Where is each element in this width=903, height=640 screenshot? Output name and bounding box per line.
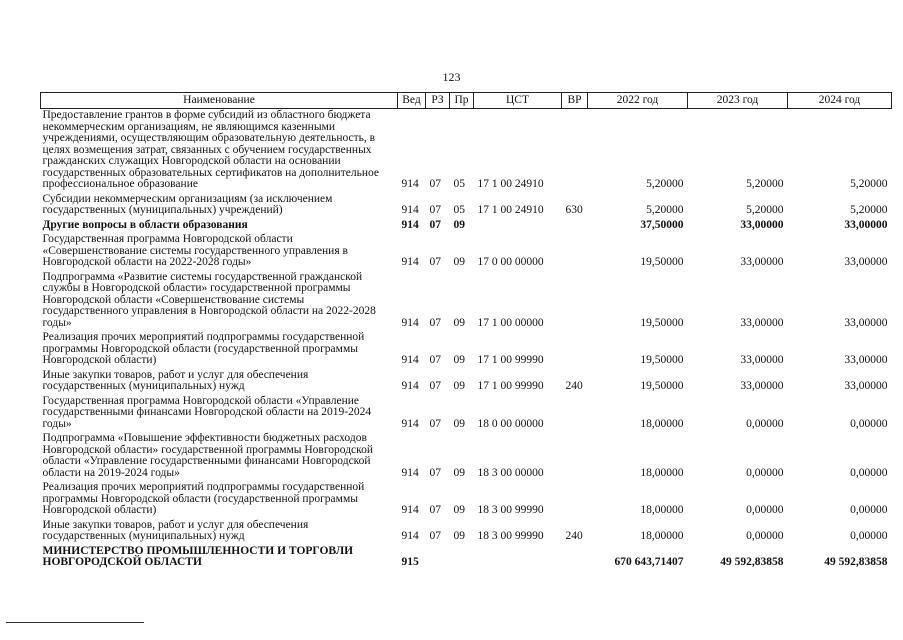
cell-y2024: 33,00000 [844, 218, 888, 231]
cell-y2023: 0,00000 [746, 466, 784, 479]
table-row [41, 545, 892, 571]
cell-y2024: 49 592,83858 [824, 556, 888, 568]
cell-y2022: 19,50000 [640, 354, 684, 366]
header-2023: 2023 год [688, 93, 788, 109]
cell-y2024: 33,00000 [844, 354, 888, 366]
cell-cst: 17 1 00 00000 [477, 316, 544, 329]
header-pr: Пр [450, 93, 474, 109]
cell-pr: 05 [453, 204, 465, 216]
table-header-row [41, 93, 892, 109]
cell-y2024: 0,00000 [850, 466, 888, 479]
cell-vr [562, 545, 588, 571]
cell-y2022: 19,50000 [640, 380, 684, 392]
cell-y2023: 5,20000 [746, 178, 784, 190]
cell-y2023: 49 592,83858 [720, 556, 784, 568]
cell-y2024: 33,00000 [844, 256, 888, 268]
cell-y2023: 33,00000 [740, 354, 784, 366]
cell-y2022: 18,00000 [640, 530, 684, 542]
cell-y2024: 5,20000 [850, 178, 888, 190]
table-row [41, 233, 892, 271]
cell-cst: 17 1 00 24910 [477, 178, 544, 190]
cell-rz: 07 [429, 504, 441, 516]
cell-ved: 915 [401, 556, 419, 568]
cell-name: Подпрограмма «Развитие системы государственной гражданской службы в Новгородской области» государственной программы Новгородской области «Совершенствование системы государственного управления в Новгородской области на 2022-2028 годы» [42, 270, 376, 329]
cell-y2022: 670 643,71407 [614, 556, 684, 568]
cell-name: МИНИСТЕРСТВО ПРОМЫШЛЕННОСТИ И ТОРГОВЛИ НОВГОРОДСКОЙ ОБЛАСТИ [42, 544, 354, 568]
table-row [41, 432, 892, 481]
cell-rz: 07 [429, 466, 441, 479]
cell-pr: 05 [453, 178, 465, 190]
cell-rz: 07 [429, 417, 441, 430]
page-number: 123 [442, 70, 461, 84]
header-name: Наименование [41, 93, 398, 109]
cell-y2023: 0,00000 [746, 530, 784, 542]
cell-name: Подпрограмма «Повышение эффективности бюджетных расходов Новгородской области» государственной программы Новгородской области «Управление государственными финансами Новгородской области на 2019-2024 годы» [42, 432, 374, 479]
cell-rz: 07 [429, 178, 441, 190]
header-2024: 2024 год [788, 93, 892, 109]
cell-rz: 07 [429, 316, 441, 329]
cell-y2023: 0,00000 [746, 504, 784, 516]
cell-pr: 09 [453, 466, 465, 479]
cell-vr [562, 331, 588, 369]
cell-rz: 07 [429, 256, 441, 268]
cell-cst: 17 0 00 00000 [477, 256, 544, 268]
table-body [41, 109, 892, 571]
table-row [41, 271, 892, 332]
cell-cst: 18 3 00 99990 [477, 530, 544, 542]
cell-vr [562, 481, 588, 519]
cell-pr: 09 [453, 354, 465, 366]
cell-y2022: 18,00000 [640, 466, 684, 479]
cell-cst: 18 3 00 00000 [477, 466, 544, 479]
cell-vr: 630 [565, 204, 583, 216]
cell-rz: 07 [429, 354, 441, 366]
cell-y2023: 5,20000 [746, 204, 784, 216]
cell-rz: 07 [429, 530, 441, 542]
cell-y2022: 5,20000 [646, 178, 684, 190]
table-row [41, 519, 892, 545]
table-row [41, 369, 892, 395]
header-cst: ЦСТ [474, 93, 562, 109]
cell-name: Предоставление грантов в форме субсидий из областного бюджета некоммерческим организациям, не являющимся казенными учреждениями, осуществляющим образовательную деятельность, в целях возмещения затрат, связанных с обучением государственных гражданских служащих Новгородской области на основании государственных образовательных сертификатов на дополнительное профессиональное образование [42, 109, 379, 190]
cell-y2022: 18,00000 [640, 504, 684, 516]
cell-y2023: 33,00000 [740, 218, 784, 231]
cell-pr: 09 [453, 417, 465, 430]
cell-cst: 17 1 00 99990 [477, 354, 544, 366]
cell-cst: 18 3 00 99990 [477, 504, 544, 516]
cell-ved: 914 [401, 380, 419, 392]
cell-pr: 09 [453, 256, 465, 268]
cell-name: Иные закупки товаров, работ и услуг для обеспечения государственных (муниципальных) нужд [42, 518, 309, 542]
cell-y2024: 0,00000 [850, 417, 888, 430]
cell-pr: 09 [453, 218, 465, 231]
cell-y2022: 5,20000 [646, 204, 684, 216]
table-row [41, 109, 892, 193]
cell-rz: 07 [429, 380, 441, 392]
cell-name: Субсидии некоммерческим организациям (за исключением государственных (муниципальных) учреждений) [42, 192, 333, 216]
header-vr: ВР [562, 93, 588, 109]
cell-y2024: 33,00000 [844, 316, 888, 329]
cell-y2023: 33,00000 [740, 256, 784, 268]
cell-y2024: 5,20000 [850, 204, 888, 216]
cell-ved: 914 [401, 178, 419, 190]
cell-ved: 914 [401, 204, 419, 216]
cell-ved: 914 [401, 354, 419, 366]
cell-rz: 07 [429, 204, 441, 216]
cell-ved: 914 [401, 466, 419, 479]
cell-vr [562, 271, 588, 332]
cell-vr [562, 109, 588, 193]
footnote-rule [6, 622, 144, 623]
cell-y2023: 0,00000 [746, 417, 784, 430]
cell-ved: 914 [401, 417, 419, 430]
cell-y2022: 19,50000 [640, 256, 684, 268]
cell-y2024: 33,00000 [844, 380, 888, 392]
cell-pr [450, 545, 474, 571]
cell-y2022: 19,50000 [640, 316, 684, 329]
cell-pr: 09 [453, 530, 465, 542]
cell-rz [426, 545, 450, 571]
cell-vr [562, 219, 588, 234]
table-row [41, 395, 892, 433]
cell-pr: 09 [453, 380, 465, 392]
cell-vr [562, 233, 588, 271]
cell-name: Иные закупки товаров, работ и услуг для обеспечения государственных (муниципальных) нужд [42, 368, 309, 392]
budget-table [40, 92, 892, 571]
cell-vr: 240 [565, 530, 583, 542]
cell-cst [474, 219, 562, 234]
cell-name: Реализация прочих мероприятий подпрограммы государственной программы Новгородской области (государственной программы Новгородской области) [42, 331, 365, 366]
cell-name: Реализация прочих мероприятий подпрограммы государственной программы Новгородской области (государственной программы Новгородской области) [42, 481, 365, 516]
cell-cst [474, 545, 562, 571]
cell-name: Другие вопросы в области образования [42, 218, 248, 231]
cell-ved: 914 [401, 316, 419, 329]
cell-y2024: 0,00000 [850, 530, 888, 542]
cell-pr: 09 [453, 504, 465, 516]
cell-y2023: 33,00000 [740, 316, 784, 329]
cell-name: Государственная программа Новгородской области «Совершенствование системы государственного управления в Новгородской области на 2022-2028 годы» [42, 233, 348, 268]
cell-vr [562, 395, 588, 433]
table-row [41, 481, 892, 519]
cell-cst: 17 1 00 24910 [477, 204, 544, 216]
table-row [41, 193, 892, 219]
cell-rz: 07 [429, 218, 441, 231]
cell-ved: 914 [401, 256, 419, 268]
cell-pr: 09 [453, 316, 465, 329]
table-row [41, 331, 892, 369]
cell-ved: 914 [401, 530, 419, 542]
cell-y2023: 33,00000 [740, 380, 784, 392]
cell-ved: 914 [401, 504, 419, 516]
cell-ved: 914 [401, 218, 419, 231]
table-row [41, 219, 892, 234]
cell-cst: 18 0 00 00000 [477, 417, 544, 430]
cell-vr: 240 [565, 380, 583, 392]
cell-name: Государственная программа Новгородской области «Управление государственными финансами Новгородской области на 2019-2024 годы» [42, 394, 372, 430]
header-ved: Вед [398, 93, 426, 109]
cell-vr [562, 432, 588, 481]
header-rz: РЗ [426, 93, 450, 109]
header-2022: 2022 год [588, 93, 688, 109]
cell-y2022: 37,50000 [640, 218, 684, 231]
cell-y2022: 18,00000 [640, 417, 684, 430]
cell-cst: 17 1 00 99990 [477, 380, 544, 392]
cell-y2024: 0,00000 [850, 504, 888, 516]
